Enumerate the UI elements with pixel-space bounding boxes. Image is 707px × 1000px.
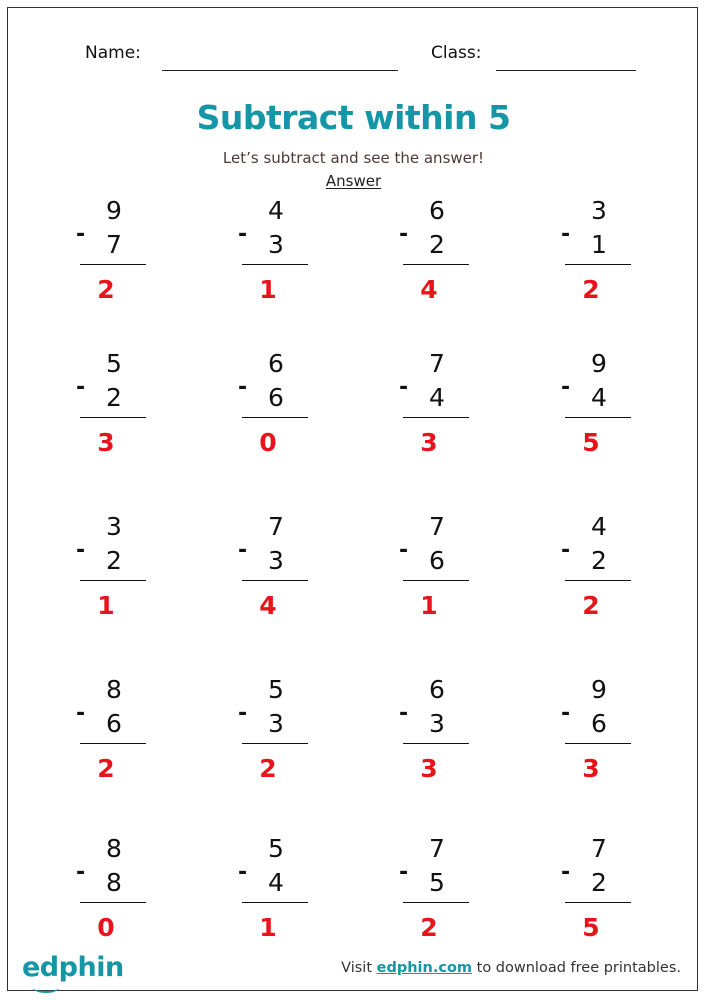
subtrahend: 3 bbox=[268, 230, 284, 259]
answer-bar bbox=[403, 580, 469, 581]
subtrahend: 2 bbox=[106, 383, 122, 412]
minuend: 3 bbox=[591, 196, 607, 225]
footer-suffix: to download free printables. bbox=[472, 960, 681, 976]
difference-answer: 2 bbox=[582, 591, 600, 620]
answer-heading-text: Answer bbox=[325, 172, 382, 190]
answer-bar bbox=[242, 580, 308, 581]
minuend: 9 bbox=[591, 349, 607, 378]
difference-answer: 0 bbox=[259, 428, 277, 457]
subtrahend: 3 bbox=[429, 709, 445, 738]
difference-answer: 1 bbox=[97, 591, 115, 620]
minus-sign: - bbox=[399, 701, 409, 726]
minus-sign: - bbox=[399, 860, 409, 885]
subtraction-problem bbox=[236, 196, 316, 321]
answer-bar bbox=[80, 264, 146, 265]
difference-answer: 2 bbox=[97, 275, 115, 304]
difference-answer: 1 bbox=[420, 591, 438, 620]
subtraction-problem bbox=[559, 675, 639, 800]
footer-site-link[interactable]: edphin.com bbox=[376, 960, 473, 976]
answer-bar bbox=[80, 743, 146, 744]
subtraction-problem bbox=[236, 512, 316, 637]
subtraction-problem bbox=[397, 196, 477, 321]
answer-bar bbox=[242, 902, 308, 903]
subtraction-problem bbox=[236, 349, 316, 474]
difference-answer: 3 bbox=[582, 754, 600, 783]
answer-bar bbox=[242, 743, 308, 744]
logo-swoosh-icon bbox=[33, 983, 59, 993]
subtrahend: 1 bbox=[591, 230, 607, 259]
minuend: 7 bbox=[268, 512, 284, 541]
subtraction-problem bbox=[74, 349, 154, 474]
minus-sign: - bbox=[561, 375, 571, 400]
class-label: Class: bbox=[431, 43, 482, 63]
minus-sign: - bbox=[561, 222, 571, 247]
minuend: 7 bbox=[429, 512, 445, 541]
minus-sign: - bbox=[238, 701, 248, 726]
minuend: 7 bbox=[429, 834, 445, 863]
answer-bar bbox=[565, 580, 631, 581]
subtraction-problem bbox=[397, 675, 477, 800]
subtrahend: 4 bbox=[429, 383, 445, 412]
answer-bar bbox=[242, 264, 308, 265]
subtraction-problem bbox=[74, 675, 154, 800]
subtraction-problem bbox=[397, 512, 477, 637]
footer-prefix: Visit bbox=[341, 960, 377, 976]
answer-bar bbox=[565, 743, 631, 744]
subtraction-problem bbox=[236, 834, 316, 959]
subtrahend: 4 bbox=[268, 868, 284, 897]
edphin-logo: edphin bbox=[22, 952, 124, 983]
subtrahend: 6 bbox=[268, 383, 284, 412]
subtraction-problem bbox=[559, 512, 639, 637]
answer-bar bbox=[403, 417, 469, 418]
minus-sign: - bbox=[238, 222, 248, 247]
minuend: 7 bbox=[429, 349, 445, 378]
worksheet-subtitle: Let’s subtract and see the answer! bbox=[222, 149, 485, 167]
answer-bar bbox=[80, 580, 146, 581]
subtrahend: 2 bbox=[591, 546, 607, 575]
difference-answer: 2 bbox=[582, 275, 600, 304]
footer-text bbox=[341, 960, 681, 976]
answer-bar bbox=[403, 264, 469, 265]
subtrahend: 4 bbox=[591, 383, 607, 412]
minus-sign: - bbox=[561, 701, 571, 726]
difference-answer: 4 bbox=[420, 275, 438, 304]
answer-bar bbox=[80, 417, 146, 418]
subtrahend: 3 bbox=[268, 709, 284, 738]
minuend: 9 bbox=[591, 675, 607, 704]
worksheet-title: Subtract within 5 bbox=[196, 98, 511, 137]
answer-bar bbox=[403, 902, 469, 903]
minus-sign: - bbox=[76, 701, 86, 726]
minuend: 6 bbox=[429, 196, 445, 225]
minuend: 9 bbox=[106, 196, 122, 225]
minus-sign: - bbox=[399, 538, 409, 563]
minus-sign: - bbox=[399, 375, 409, 400]
subtrahend: 6 bbox=[429, 546, 445, 575]
minus-sign: - bbox=[238, 375, 248, 400]
subtraction-problem bbox=[74, 196, 154, 321]
difference-answer: 5 bbox=[582, 428, 600, 457]
minuend: 5 bbox=[268, 834, 284, 863]
difference-answer: 3 bbox=[97, 428, 115, 457]
answer-bar bbox=[565, 417, 631, 418]
class-line bbox=[496, 70, 636, 71]
subtrahend: 7 bbox=[106, 230, 122, 259]
minus-sign: - bbox=[561, 860, 571, 885]
subtraction-problem bbox=[236, 675, 316, 800]
minus-sign: - bbox=[76, 538, 86, 563]
answer-bar bbox=[565, 902, 631, 903]
subtrahend: 2 bbox=[429, 230, 445, 259]
subtrahend: 2 bbox=[106, 546, 122, 575]
minuend: 6 bbox=[429, 675, 445, 704]
minuend: 8 bbox=[106, 675, 122, 704]
subtrahend: 6 bbox=[591, 709, 607, 738]
minus-sign: - bbox=[76, 375, 86, 400]
name-line bbox=[162, 70, 398, 71]
minuend: 7 bbox=[591, 834, 607, 863]
subtrahend: 8 bbox=[106, 868, 122, 897]
minuend: 6 bbox=[268, 349, 284, 378]
minuend: 4 bbox=[591, 512, 607, 541]
difference-answer: 2 bbox=[259, 754, 277, 783]
difference-answer: 3 bbox=[420, 428, 438, 457]
difference-answer: 2 bbox=[420, 913, 438, 942]
subtraction-problem bbox=[559, 349, 639, 474]
subtrahend: 6 bbox=[106, 709, 122, 738]
subtraction-problem bbox=[74, 512, 154, 637]
subtraction-problem bbox=[74, 834, 154, 959]
subtrahend: 2 bbox=[591, 868, 607, 897]
minuend: 5 bbox=[268, 675, 284, 704]
minuend: 5 bbox=[106, 349, 122, 378]
answer-bar bbox=[242, 417, 308, 418]
difference-answer: 2 bbox=[97, 754, 115, 783]
subtrahend: 5 bbox=[429, 868, 445, 897]
difference-answer: 1 bbox=[259, 275, 277, 304]
difference-answer: 1 bbox=[259, 913, 277, 942]
minus-sign: - bbox=[238, 538, 248, 563]
answer-bar bbox=[80, 902, 146, 903]
difference-answer: 3 bbox=[420, 754, 438, 783]
minuend: 3 bbox=[106, 512, 122, 541]
minus-sign: - bbox=[238, 860, 248, 885]
answer-bar bbox=[565, 264, 631, 265]
answer-heading bbox=[0, 172, 707, 190]
minuend: 8 bbox=[106, 834, 122, 863]
subtraction-problem bbox=[397, 834, 477, 959]
subtrahend: 3 bbox=[268, 546, 284, 575]
minus-sign: - bbox=[399, 222, 409, 247]
answer-bar bbox=[403, 743, 469, 744]
difference-answer: 0 bbox=[97, 913, 115, 942]
name-label: Name: bbox=[85, 43, 141, 63]
difference-answer: 4 bbox=[259, 591, 277, 620]
subtraction-problem bbox=[559, 834, 639, 959]
minus-sign: - bbox=[561, 538, 571, 563]
subtraction-problem bbox=[559, 196, 639, 321]
subtraction-problem bbox=[397, 349, 477, 474]
minuend: 4 bbox=[268, 196, 284, 225]
minus-sign: - bbox=[76, 222, 86, 247]
difference-answer: 5 bbox=[582, 913, 600, 942]
minus-sign: - bbox=[76, 860, 86, 885]
